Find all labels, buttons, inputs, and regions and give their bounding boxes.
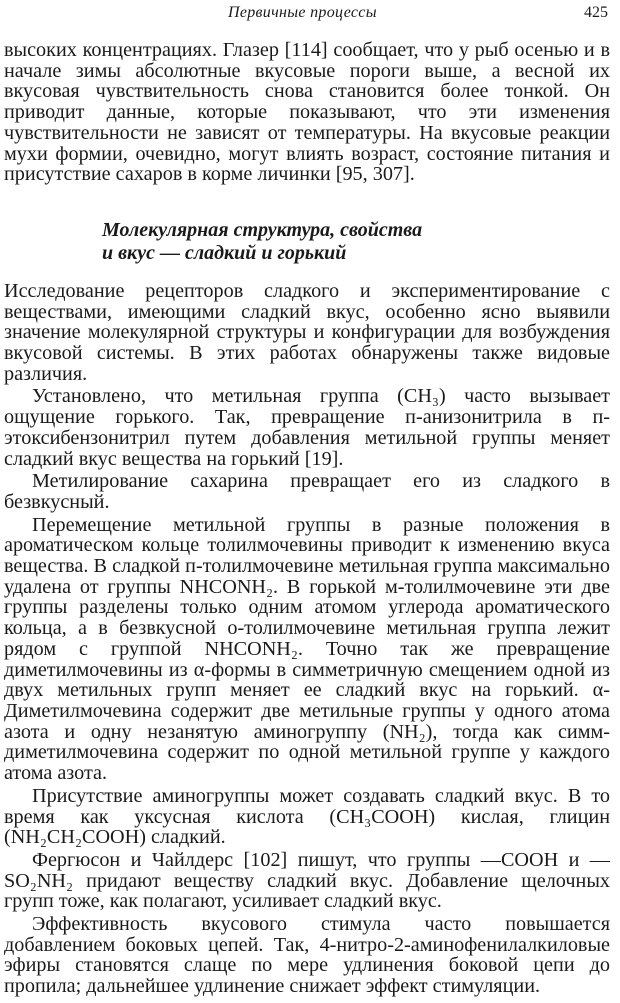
paragraph: Перемещение метильной группы в разные положения в ароматическом кольце толилмочевины приводит к изменению вкуса вещества. В сладкой п-толилмочевине метильная группа максимально удалена от группы NHCONH₂. В горькой м-толилмочевине эти две группы разделены только одним атомом углерода ароматического кольца, а в безвкусной о-толилмочевине метильная группа лежит рядом с группой NHCONH₂. Точно так же превращение диметилмочевины из α-формы в симметричную смещением одной из двух метильных групп меняет ее сладкий вкус на горький. α-Диметилмочевина содержит две метильные группы у одного атома азота и одну незанятую аминогруппу (NH₂), тогда как симм-диметилмочевина содержит по одной метильной группе у каждого атома азота. (4, 513, 610, 785)
page-number: 425 (584, 4, 608, 21)
section-heading (102, 219, 610, 265)
section-heading-line-1: Молекулярная структура, свойства (102, 218, 423, 241)
paragraph: Эффективность вкусового стимула часто повышается добавлением боковых цепей. Так, 4-нитро-2-аминофенилалкиловые эфиры становятся слаще по мере удлинения боковой цепи до пропила; дальнейшее удлинение снижает эффект стимуляции. (4, 913, 610, 998)
page-header (0, 2, 620, 28)
paragraph: Метилирование сахарина превращает его из сладкого в безвкусный. (4, 470, 610, 513)
running-title: Первичные процессы (228, 4, 377, 21)
page-body (4, 40, 610, 997)
paragraph: Исследование рецепторов сладкого и экспериментирование с веществами, имеющими сладкий вкус, особенно ясно выявили значение молекулярной структуры и конфигурации для возбуждения вкусовой системы. В этих работах обнаружены также видовые различия. (4, 279, 610, 385)
paragraph: Присутствие аминогруппы может создавать сладкий вкус. В то время как уксусная кислота (CH₃COOH) кислая, глицин (NH₂CH₂COOH) сладкий. (4, 784, 610, 849)
section-heading-line-2: и вкус — сладкий и горький (102, 241, 347, 264)
paragraph-continuation: высоких концентрациях. Глазер [114] сообщает, что у рыб осенью и в начале зимы абсолютные вкусовые пороги выше, а весной их вкусовая чувствительность снова становится более тонкой. Он приводит данные, которые показывают, что эти изменения чувствительности не зависят от температуры. На вкусовые реакции мухи формии, очевидно, могут влиять возраст, состояние питания и присутствие сахаров в корме личинки [95, 307]. (4, 39, 610, 186)
paragraph: Фергюсон и Чайлдерс [102] пишут, что группы —COOH и —SO₂NH₂ придают веществу сладкий вкус. Добавление щелочных групп тоже, как полагают, усиливает сладкий вкус. (4, 848, 610, 913)
paragraph: Установлено, что метильная группа (CH₃) часто вызывает ощущение горького. Так, превращение п-анизонитрила в п-этоксибензонитрил путем добавления метильной группы меняет сладкий вкус вещества на горький [19]. (4, 385, 610, 470)
